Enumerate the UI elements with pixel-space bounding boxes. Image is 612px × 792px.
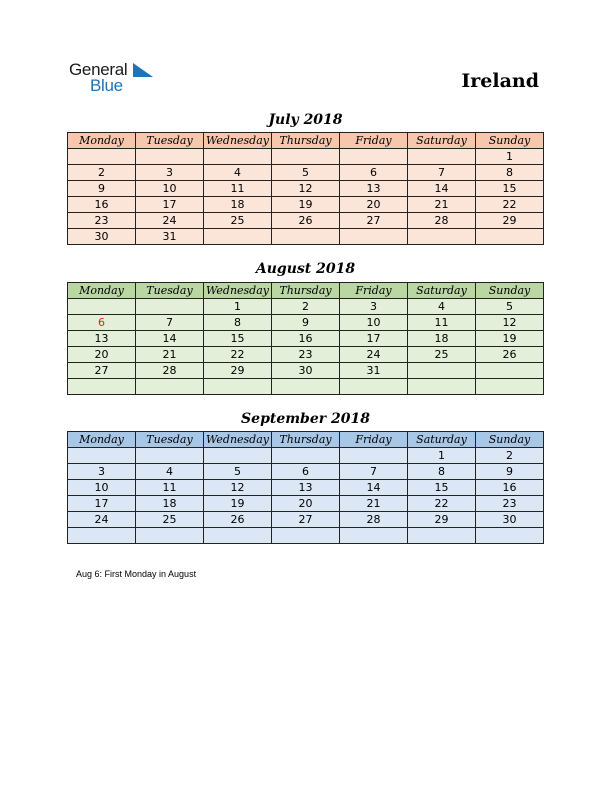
day-cell: 1 [204,299,272,315]
day-cell: 3 [340,299,408,315]
day-cell [204,149,272,165]
day-cell: 27 [340,213,408,229]
day-cell: 26 [204,512,272,528]
week-row [68,528,544,544]
day-cell: 8 [408,464,476,480]
day-cell: 24 [136,213,204,229]
day-cell: 5 [476,299,544,315]
day-cell [340,229,408,245]
day-cell [340,528,408,544]
day-cell: 5 [272,165,340,181]
week-row [68,229,544,245]
weekday-header: Wednesday [204,133,272,149]
day-cell: 15 [204,331,272,347]
weekday-header: Wednesday [204,432,272,448]
day-cell: 9 [272,315,340,331]
day-cell: 27 [68,363,136,379]
day-cell: 4 [408,299,476,315]
day-cell: 17 [340,331,408,347]
week-row [68,496,544,512]
weekday-header: Wednesday [204,283,272,299]
weekday-header-row [68,133,544,149]
weekday-header: Saturday [408,283,476,299]
day-cell: 29 [204,363,272,379]
day-cell: 18 [408,331,476,347]
weekday-header: Friday [340,133,408,149]
day-cell: 19 [476,331,544,347]
day-cell [68,149,136,165]
day-cell: 13 [340,181,408,197]
day-cell [272,379,340,395]
day-cell: 19 [204,496,272,512]
week-row [68,299,544,315]
day-cell: 29 [476,213,544,229]
logo-text-blue: Blue [90,76,123,95]
day-cell [204,229,272,245]
day-cell [408,528,476,544]
day-cell [272,149,340,165]
day-cell: 21 [136,347,204,363]
weekday-header: Saturday [408,133,476,149]
day-cell: 10 [136,181,204,197]
day-cell [476,363,544,379]
day-cell: 7 [340,464,408,480]
weekday-header-row [68,283,544,299]
holiday-note: Aug 6: First Monday in August [76,569,197,579]
day-cell: 18 [204,197,272,213]
day-cell [68,448,136,464]
day-cell [340,379,408,395]
weekday-header: Thursday [272,133,340,149]
day-cell: 2 [68,165,136,181]
weekday-header: Friday [340,283,408,299]
calendar-july [67,132,544,245]
day-cell: 1 [476,149,544,165]
day-cell [204,448,272,464]
day-cell: 30 [272,363,340,379]
day-cell: 20 [68,347,136,363]
week-row [68,480,544,496]
day-cell [272,528,340,544]
day-cell [136,528,204,544]
day-cell: 15 [476,181,544,197]
calendar-august [67,282,544,395]
day-cell: 28 [136,363,204,379]
day-cell: 14 [408,181,476,197]
day-cell: 6 [272,464,340,480]
day-cell: 25 [408,347,476,363]
day-cell: 23 [68,213,136,229]
day-cell [136,379,204,395]
day-cell: 7 [408,165,476,181]
week-row [68,315,544,331]
month-title-august: August 2018 [255,261,356,277]
day-cell [272,448,340,464]
day-cell: 28 [340,512,408,528]
weekday-header: Friday [340,432,408,448]
weekday-header: Tuesday [136,283,204,299]
day-cell: 2 [476,448,544,464]
day-cell: 11 [204,181,272,197]
month-title-july: July 2018 [268,112,343,128]
calendar-september [67,431,544,544]
day-cell: 16 [272,331,340,347]
week-row [68,464,544,480]
day-cell: 5 [204,464,272,480]
day-cell: 12 [204,480,272,496]
day-cell [68,528,136,544]
day-cell [204,528,272,544]
day-cell: 9 [476,464,544,480]
day-cell: 30 [68,229,136,245]
day-cell: 14 [340,480,408,496]
week-row [68,149,544,165]
day-cell: 23 [272,347,340,363]
day-cell: 25 [204,213,272,229]
day-cell: 30 [476,512,544,528]
day-cell: 29 [408,512,476,528]
week-row [68,331,544,347]
day-cell: 31 [340,363,408,379]
day-cell: 17 [136,197,204,213]
week-row [68,363,544,379]
week-row [68,181,544,197]
day-cell [476,528,544,544]
month-title-september: September 2018 [241,411,370,427]
day-cell: 13 [68,331,136,347]
day-cell [204,379,272,395]
logo-text-general: General [69,60,128,79]
day-cell: 6 [340,165,408,181]
day-cell: 8 [476,165,544,181]
day-cell: 18 [136,496,204,512]
day-cell: 27 [272,512,340,528]
week-row [68,165,544,181]
week-row [68,347,544,363]
day-cell: 2 [272,299,340,315]
day-cell: 9 [68,181,136,197]
weekday-header-row [68,432,544,448]
logo [69,60,169,96]
day-cell: 16 [68,197,136,213]
day-cell [408,149,476,165]
week-row [68,379,544,395]
day-cell: 10 [340,315,408,331]
day-cell: 11 [408,315,476,331]
day-cell: 1 [408,448,476,464]
weekday-header: Thursday [272,283,340,299]
day-cell: 17 [68,496,136,512]
day-cell: 4 [204,165,272,181]
day-cell: 19 [272,197,340,213]
day-cell [136,448,204,464]
day-cell: 23 [476,496,544,512]
weekday-header: Tuesday [136,432,204,448]
weekday-header: Thursday [272,432,340,448]
weekday-header: Monday [68,432,136,448]
day-cell: 26 [476,347,544,363]
day-cell: 20 [340,197,408,213]
day-cell: 31 [136,229,204,245]
day-cell: 26 [272,213,340,229]
week-row [68,213,544,229]
day-cell [272,229,340,245]
day-cell: 20 [272,496,340,512]
day-cell: 14 [136,331,204,347]
day-cell [476,379,544,395]
day-cell: 10 [68,480,136,496]
day-cell: 21 [340,496,408,512]
day-cell-holiday: 6 [68,315,136,331]
day-cell: 22 [408,496,476,512]
day-cell [136,299,204,315]
weekday-header: Tuesday [136,133,204,149]
weekday-header: Saturday [408,432,476,448]
weekday-header: Monday [68,133,136,149]
day-cell [340,149,408,165]
day-cell: 16 [476,480,544,496]
day-cell: 24 [340,347,408,363]
weekday-header: Sunday [476,133,544,149]
logo-triangle-icon [133,63,153,77]
day-cell: 25 [136,512,204,528]
week-row [68,197,544,213]
day-cell: 11 [136,480,204,496]
day-cell [408,379,476,395]
day-cell: 15 [408,480,476,496]
day-cell: 12 [476,315,544,331]
weekday-header: Monday [68,283,136,299]
day-cell [476,229,544,245]
day-cell: 12 [272,181,340,197]
day-cell: 22 [204,347,272,363]
day-cell: 24 [68,512,136,528]
day-cell [408,229,476,245]
day-cell [136,149,204,165]
day-cell: 3 [68,464,136,480]
weekday-header: Sunday [476,432,544,448]
day-cell [68,379,136,395]
day-cell: 28 [408,213,476,229]
day-cell [408,363,476,379]
day-cell [68,299,136,315]
weekday-header: Sunday [476,283,544,299]
week-row [68,512,544,528]
day-cell: 21 [408,197,476,213]
day-cell: 13 [272,480,340,496]
day-cell: 7 [136,315,204,331]
day-cell [340,448,408,464]
country-title: Ireland [461,70,539,92]
week-row [68,448,544,464]
day-cell: 22 [476,197,544,213]
day-cell: 4 [136,464,204,480]
day-cell: 8 [204,315,272,331]
day-cell: 3 [136,165,204,181]
